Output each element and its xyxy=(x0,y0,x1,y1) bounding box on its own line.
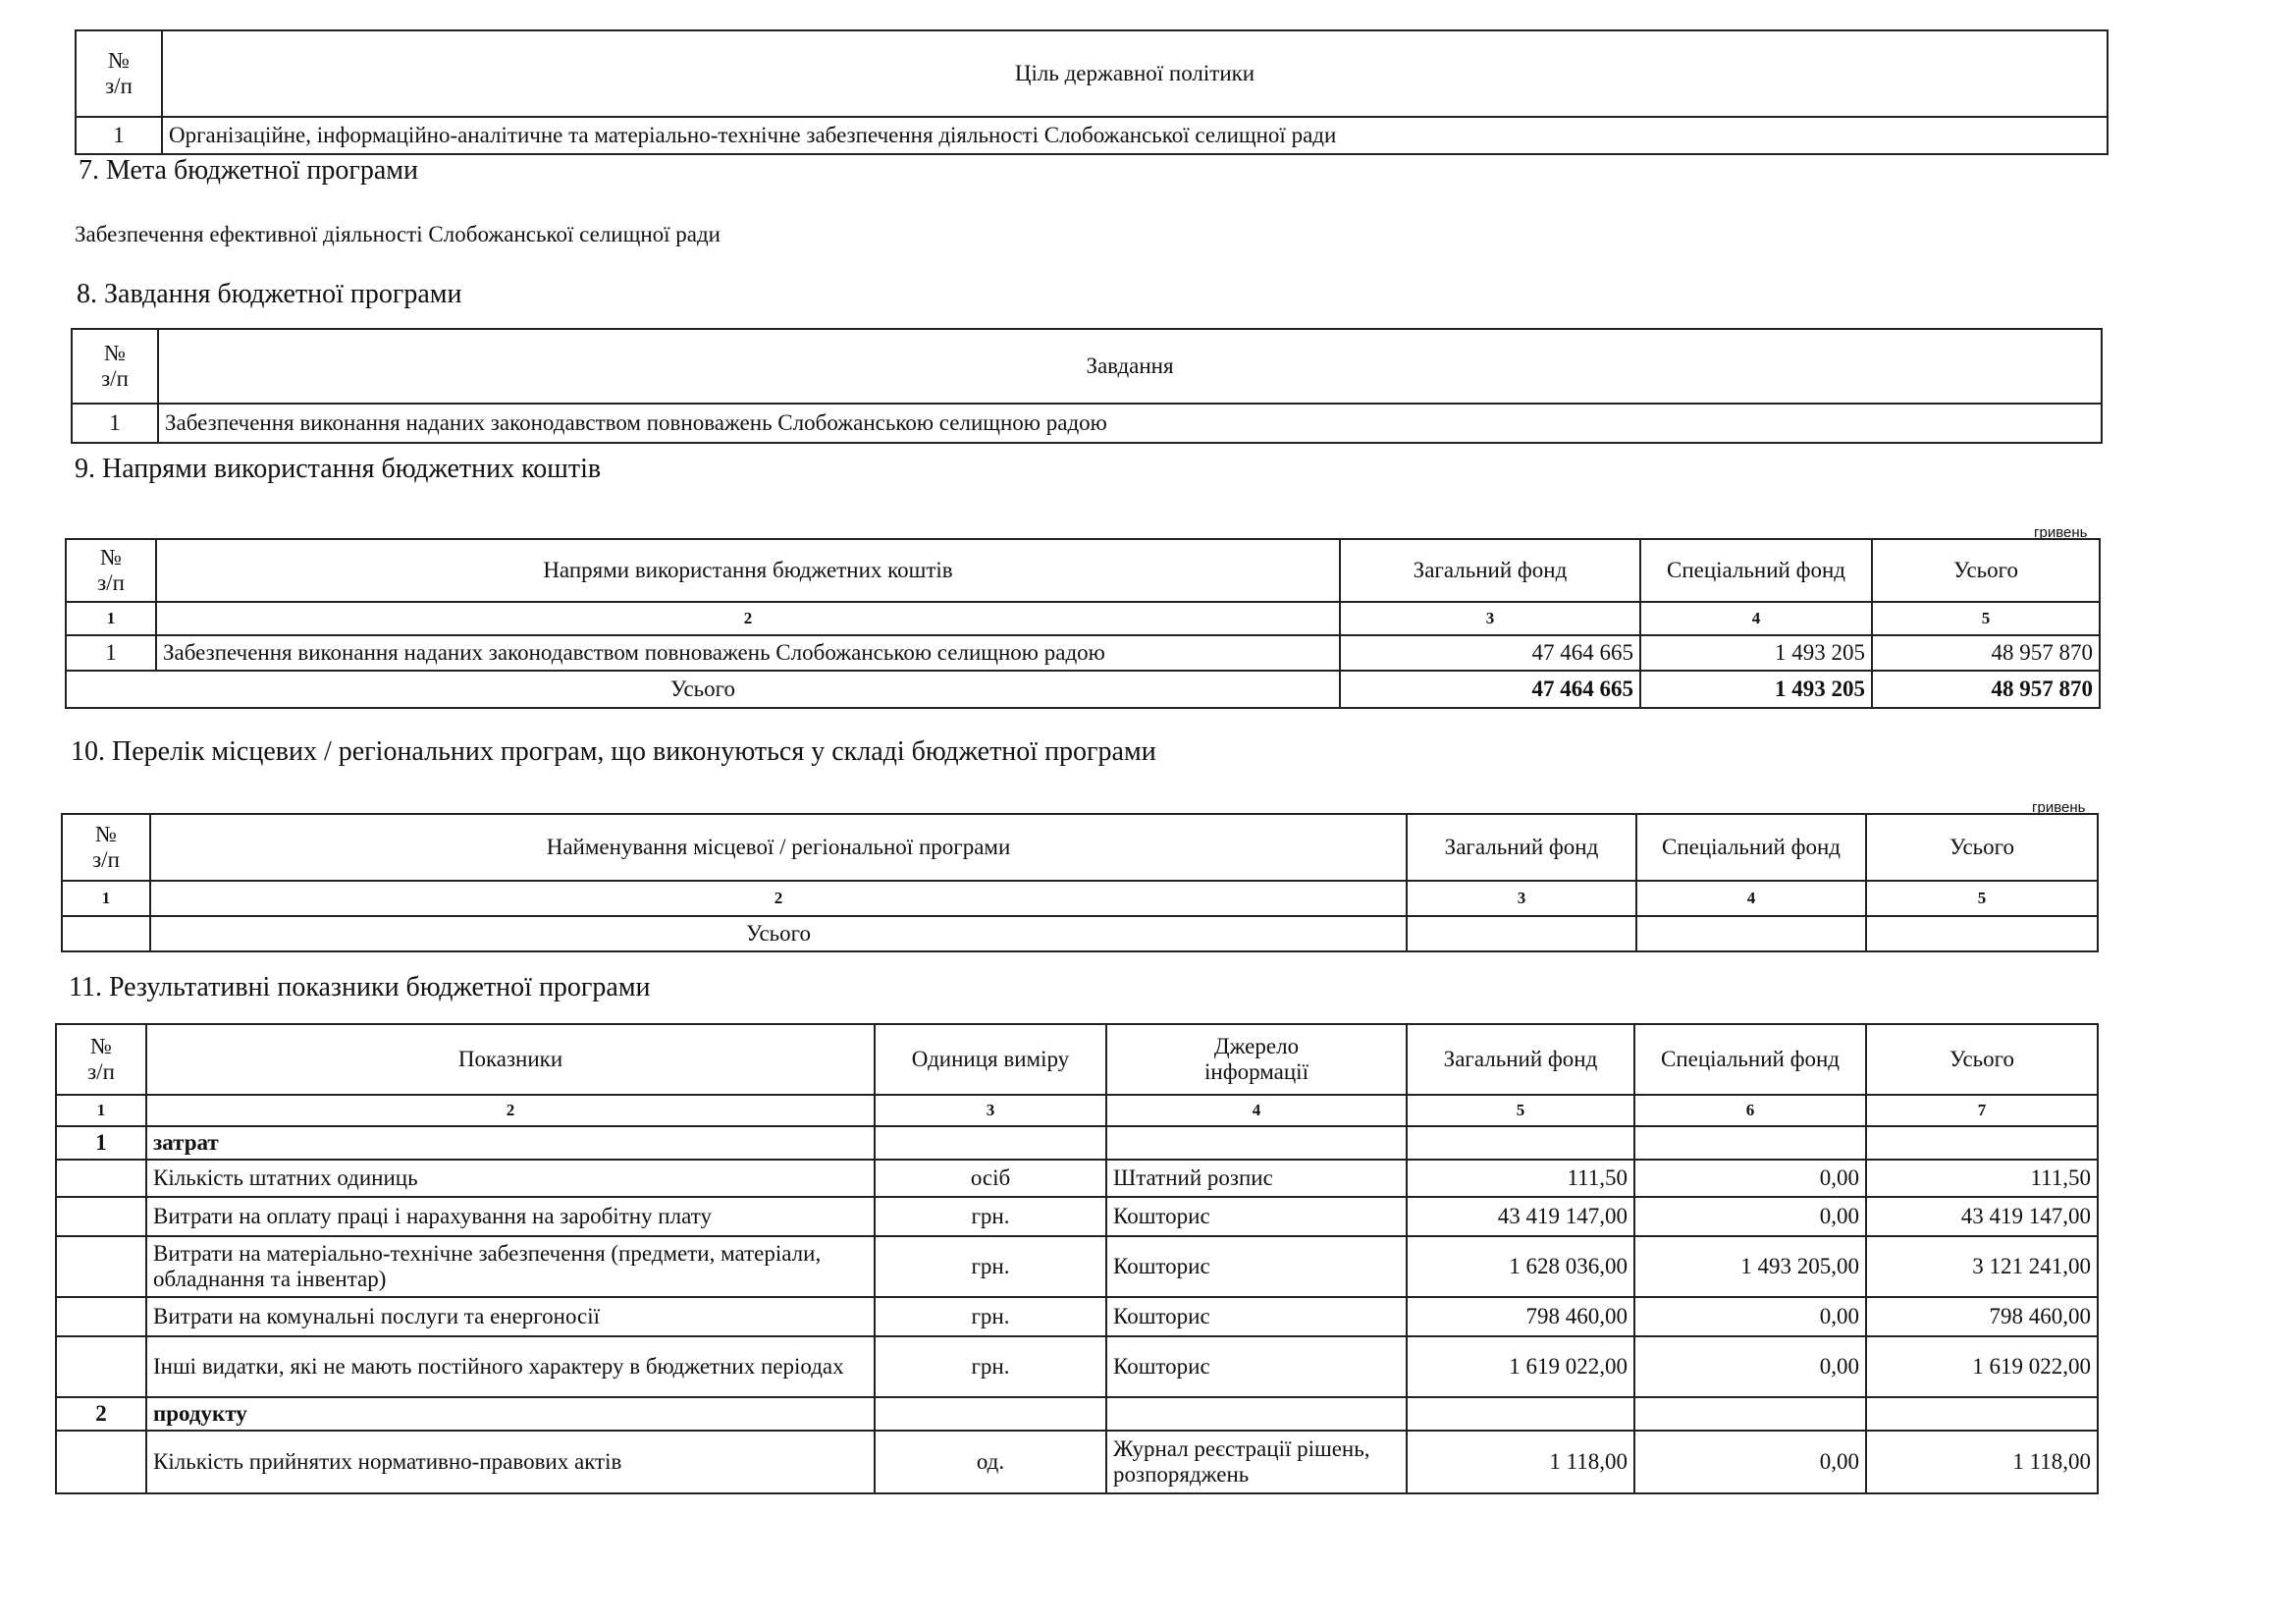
indicator-total: 43 419 147,00 xyxy=(1866,1197,2098,1236)
indicator-general-fund: 1 628 036,00 xyxy=(1407,1236,1634,1297)
empty-cell xyxy=(1106,1126,1407,1160)
table-row xyxy=(56,1336,2098,1397)
empty-cell xyxy=(1634,1126,1866,1160)
index-cell: 1 xyxy=(56,1095,146,1126)
index-cell: 2 xyxy=(156,602,1340,635)
empty-cell xyxy=(875,1397,1106,1431)
goal-row-num: 1 xyxy=(76,117,162,154)
empty-cell xyxy=(56,1336,146,1397)
indicator-total: 3 121 241,00 xyxy=(1866,1236,2098,1297)
row-total: 48 957 870 xyxy=(1872,635,2100,671)
index-cell: 4 xyxy=(1106,1095,1407,1126)
index-cell: 3 xyxy=(875,1095,1106,1126)
index-cell: 3 xyxy=(1340,602,1640,635)
row-general-fund: 47 464 665 xyxy=(1340,635,1640,671)
section-7-text: Забезпечення ефективної діяльності Слобожанської селищної ради xyxy=(75,222,721,246)
index-cell: 1 xyxy=(66,602,156,635)
total-row xyxy=(66,671,2100,708)
indicator-special-fund: 0,00 xyxy=(1634,1297,1866,1336)
empty-cell xyxy=(56,1160,146,1197)
indicator-name: Витрати на матеріально-технічне забезпечення (предмети, матеріали, обладнання та інвентар) xyxy=(146,1236,875,1297)
indicator-special-fund: 0,00 xyxy=(1634,1160,1866,1197)
local-programs-table xyxy=(61,813,2099,952)
indicator-special-fund: 1 493 205,00 xyxy=(1634,1236,1866,1297)
indicator-special-fund: 0,00 xyxy=(1634,1431,1866,1493)
col-task-header: Завдання xyxy=(158,329,2102,404)
col-num-header: № з/п xyxy=(72,329,158,404)
empty-cell xyxy=(1866,1126,2098,1160)
indicator-total: 1 619 022,00 xyxy=(1866,1336,2098,1397)
empty-cell xyxy=(56,1197,146,1236)
index-cell: 1 xyxy=(62,881,150,916)
performance-indicators-table xyxy=(55,1023,2099,1494)
group-name: продукту xyxy=(146,1397,875,1431)
index-cell: 2 xyxy=(146,1095,875,1126)
indicator-special-fund: 0,00 xyxy=(1634,1197,1866,1236)
empty-cell xyxy=(56,1297,146,1336)
indicator-name: Кількість штатних одиниць xyxy=(146,1160,875,1197)
index-cell: 7 xyxy=(1866,1095,2098,1126)
col-total-header: Усього xyxy=(1872,539,2100,602)
group-num: 2 xyxy=(56,1397,146,1431)
indicator-total: 111,50 xyxy=(1866,1160,2098,1197)
col-general-fund-header: Загальний фонд xyxy=(1407,1024,1634,1095)
total-label: Усього xyxy=(150,916,1407,951)
table-row xyxy=(56,1236,2098,1297)
indicator-general-fund: 43 419 147,00 xyxy=(1407,1197,1634,1236)
indicator-unit: грн. xyxy=(875,1336,1106,1397)
indicator-name: Кількість прийнятих нормативно-правових актів xyxy=(146,1431,875,1493)
col-num-header: № з/п xyxy=(76,30,162,117)
total-label: Усього xyxy=(66,671,1340,708)
col-program-header: Найменування місцевої / регіональної програми xyxy=(150,814,1407,881)
section-11-title: 11. Результативні показники бюджетної програми xyxy=(69,972,651,1002)
indicator-source: Журнал реєстрації рішень, розпоряджень xyxy=(1106,1431,1407,1493)
row-num: 1 xyxy=(66,635,156,671)
section-10-unit: гривень xyxy=(2032,799,2086,816)
section-9-title: 9. Напрями використання бюджетних коштів xyxy=(75,454,602,484)
empty-cell xyxy=(56,1431,146,1493)
indicator-general-fund: 798 460,00 xyxy=(1407,1297,1634,1336)
group-num: 1 xyxy=(56,1126,146,1160)
section-8-title: 8. Завдання бюджетної програми xyxy=(77,279,462,309)
empty-cell xyxy=(56,1236,146,1297)
index-cell: 6 xyxy=(1634,1095,1866,1126)
col-indicator-header: Показники xyxy=(146,1024,875,1095)
table-row xyxy=(56,1431,2098,1493)
table-row xyxy=(56,1297,2098,1336)
empty-cell xyxy=(62,916,150,951)
total-row xyxy=(62,916,2098,951)
index-cell: 5 xyxy=(1866,881,2098,916)
index-cell: 4 xyxy=(1640,602,1872,635)
group-row xyxy=(56,1126,2098,1160)
indicator-unit: грн. xyxy=(875,1197,1106,1236)
row-direction: Забезпечення виконання наданих законодавством повноважень Слобожанською селищною радою xyxy=(156,635,1340,671)
indicator-name: Витрати на оплату праці і нарахування на заробітну плату xyxy=(146,1197,875,1236)
budget-directions-table xyxy=(65,538,2101,709)
section-10-title: 10. Перелік місцевих / регіональних програм, що виконуються у складі бюджетної програми xyxy=(71,736,1156,767)
index-cell: 5 xyxy=(1407,1095,1634,1126)
col-source-header: Джерело інформації xyxy=(1106,1024,1407,1095)
indicator-unit: грн. xyxy=(875,1236,1106,1297)
indicator-name: Інші видатки, які не мають постійного характеру в бюджетних періодах xyxy=(146,1336,875,1397)
indicator-source: Штатний розпис xyxy=(1106,1160,1407,1197)
indicator-source: Кошторис xyxy=(1106,1336,1407,1397)
indicator-unit: од. xyxy=(875,1431,1106,1493)
col-direction-header: Напрями використання бюджетних коштів xyxy=(156,539,1340,602)
table-row xyxy=(56,1160,2098,1197)
empty-cell xyxy=(1636,916,1866,951)
total-total: 48 957 870 xyxy=(1872,671,2100,708)
col-special-fund-header: Спеціальний фонд xyxy=(1640,539,1872,602)
index-cell: 3 xyxy=(1407,881,1636,916)
empty-cell xyxy=(1106,1397,1407,1431)
empty-cell xyxy=(1634,1397,1866,1431)
empty-cell xyxy=(1407,1397,1634,1431)
row-special-fund: 1 493 205 xyxy=(1640,635,1872,671)
col-general-fund-header: Загальний фонд xyxy=(1340,539,1640,602)
empty-cell xyxy=(1866,1397,2098,1431)
indicator-unit: осіб xyxy=(875,1160,1106,1197)
table-row xyxy=(66,635,2100,671)
col-total-header: Усього xyxy=(1866,814,2098,881)
indicator-total: 798 460,00 xyxy=(1866,1297,2098,1336)
section-9-unit: гривень xyxy=(2034,524,2088,541)
total-special-fund: 1 493 205 xyxy=(1640,671,1872,708)
empty-cell xyxy=(875,1126,1106,1160)
col-general-fund-header: Загальний фонд xyxy=(1407,814,1636,881)
table-row xyxy=(56,1197,2098,1236)
empty-cell xyxy=(1866,916,2098,951)
indicator-special-fund: 0,00 xyxy=(1634,1336,1866,1397)
task-row-text: Забезпечення виконання наданих законодавством повноважень Слобожанською селищною радою xyxy=(158,404,2102,443)
section-7-title: 7. Мета бюджетної програми xyxy=(79,155,418,186)
col-num-header: № з/п xyxy=(62,814,150,881)
empty-cell xyxy=(1407,916,1636,951)
col-special-fund-header: Спеціальний фонд xyxy=(1636,814,1866,881)
col-goal-header: Ціль державної політики xyxy=(162,30,2108,117)
indicator-source: Кошторис xyxy=(1106,1236,1407,1297)
goal-row-text: Організаційне, інформаційно-аналітичне та матеріально-технічне забезпечення діяльності Слобожанської селищної ради xyxy=(162,117,2108,154)
col-special-fund-header: Спеціальний фонд xyxy=(1634,1024,1866,1095)
indicator-general-fund: 111,50 xyxy=(1407,1160,1634,1197)
indicator-total: 1 118,00 xyxy=(1866,1431,2098,1493)
col-num-header: № з/п xyxy=(56,1024,146,1095)
indicator-source: Кошторис xyxy=(1106,1297,1407,1336)
col-num-header: № з/п xyxy=(66,539,156,602)
indicator-general-fund: 1 619 022,00 xyxy=(1407,1336,1634,1397)
task-row-num: 1 xyxy=(72,404,158,443)
index-cell: 4 xyxy=(1636,881,1866,916)
col-total-header: Усього xyxy=(1866,1024,2098,1095)
indicator-general-fund: 1 118,00 xyxy=(1407,1431,1634,1493)
group-row xyxy=(56,1397,2098,1431)
col-unit-header: Одиниця виміру xyxy=(875,1024,1106,1095)
indicator-source: Кошторис xyxy=(1106,1197,1407,1236)
indicator-unit: грн. xyxy=(875,1297,1106,1336)
empty-cell xyxy=(1407,1126,1634,1160)
policy-goals-table xyxy=(75,29,2109,155)
indicator-name: Витрати на комунальні послуги та енергоносії xyxy=(146,1297,875,1336)
tasks-table xyxy=(71,328,2103,444)
index-cell: 5 xyxy=(1872,602,2100,635)
total-general-fund: 47 464 665 xyxy=(1340,671,1640,708)
index-cell: 2 xyxy=(150,881,1407,916)
group-name: затрат xyxy=(146,1126,875,1160)
